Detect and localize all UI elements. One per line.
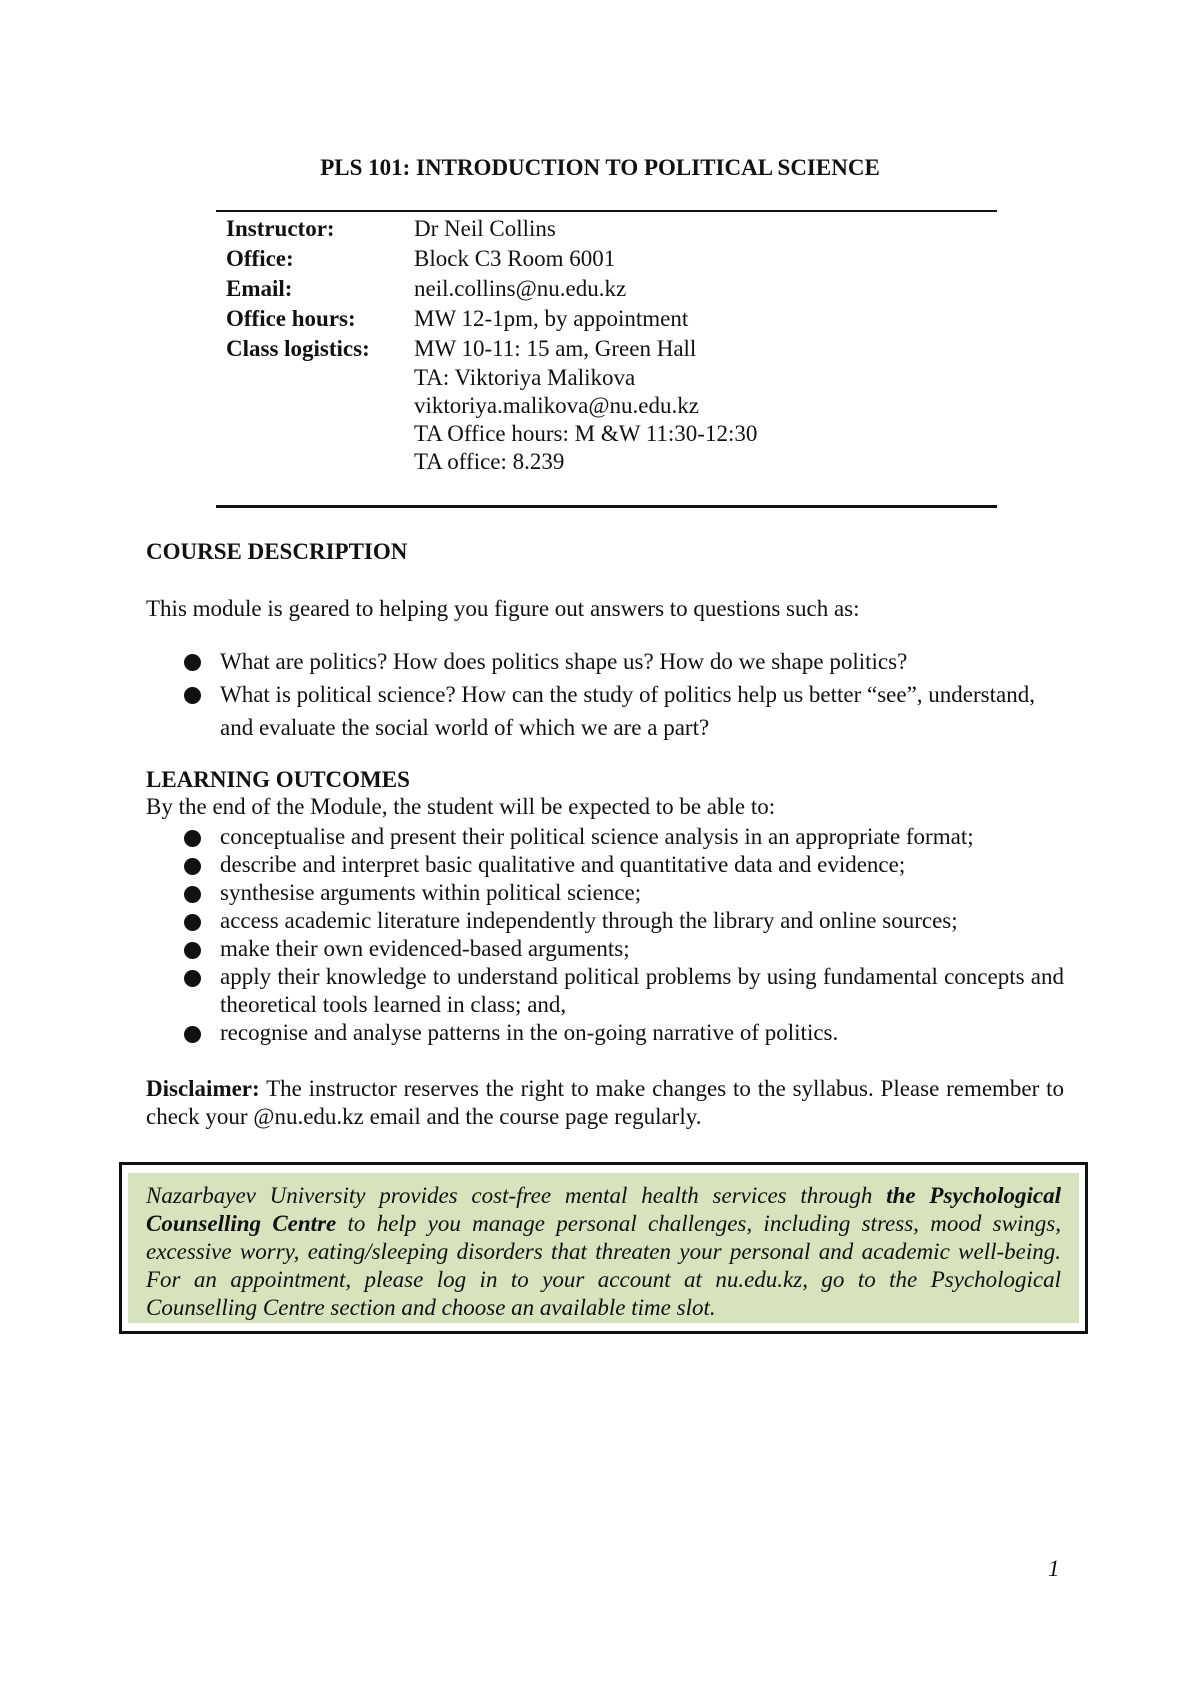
question-list xyxy=(184,645,1064,744)
notice-text xyxy=(146,1182,1061,1322)
office-hours-label: Office hours: xyxy=(226,306,356,331)
notice-centre-name: the Psychological Counselling Centre xyxy=(146,1183,1061,1236)
email-value: neil.collins@nu.edu.kz xyxy=(414,276,627,301)
bullet-icon xyxy=(184,858,201,875)
list-item xyxy=(184,907,1064,935)
bullet-icon xyxy=(184,942,201,959)
list-item xyxy=(184,879,1064,907)
email-label: Email: xyxy=(226,276,293,301)
disclaimer-paragraph xyxy=(146,1075,1064,1131)
bullet-icon xyxy=(184,830,201,847)
office-value: Block C3 Room 6001 xyxy=(414,246,616,271)
disclaimer-text: The instructor reserves the right to make changes to the syllabus. Please remember to check your @nu.edu.kz email and the course page regularly. xyxy=(146,1076,1064,1129)
header-top-rule xyxy=(216,210,997,212)
class-logistics-value xyxy=(414,334,986,476)
logistics-line: TA office: 8.239 xyxy=(414,449,565,474)
list-item-text: What is political science? How can the study of politics help us better “see”, understand, and evaluate the social world of which we are a part? xyxy=(220,682,1035,740)
learning-outcomes-heading: LEARNING OUTCOMES xyxy=(146,767,410,792)
learning-outcomes-list xyxy=(184,823,1064,1047)
list-item xyxy=(184,823,1064,851)
logistics-line: viktoriya.malikova@nu.edu.kz xyxy=(414,393,699,418)
bullet-icon xyxy=(184,914,201,931)
list-item-text: conceptualise and present their political science analysis in an appropriate format; xyxy=(220,824,974,849)
list-item xyxy=(184,963,1064,1019)
list-item xyxy=(184,851,1064,879)
instructor-label: Instructor: xyxy=(226,216,335,241)
course-info-table xyxy=(226,214,986,476)
list-item-text: access academic literature independently through the library and online sources; xyxy=(220,908,958,933)
list-item-text: describe and interpret basic qualitative and quantitative data and evidence; xyxy=(220,852,906,877)
logistics-line: TA: Viktoriya Malikova xyxy=(414,365,636,390)
mental-health-notice-box xyxy=(119,1162,1088,1334)
document-title: PLS 101: INTRODUCTION TO POLITICAL SCIENCE xyxy=(320,155,880,180)
list-item xyxy=(184,1019,1064,1047)
notice-text-intro: Nazarbayev University provides cost-free mental health services through xyxy=(146,1183,887,1208)
notice-text-rest: to help you manage personal challenges, including stress, mood swings, excessive worry, eating/sleeping disorders that threaten your personal and academic well-being. For an appointment, please log in to your account at nu.edu.kz, go to the Psychological Counselling Centre section and choose an available time slot. xyxy=(146,1211,1061,1320)
bullet-icon xyxy=(184,654,201,671)
bullet-icon xyxy=(184,1026,201,1043)
class-logistics-label: Class logistics: xyxy=(226,336,370,361)
list-item-text: apply their knowledge to understand political problems by using fundamental concepts and theoretical tools learned in class; and, xyxy=(220,964,1064,1017)
instructor-value: Dr Neil Collins xyxy=(414,216,556,241)
list-item-text: recognise and analyse patterns in the on-going narrative of politics. xyxy=(220,1020,839,1045)
office-hours-value: MW 12-1pm, by appointment xyxy=(414,306,689,331)
course-description-intro: This module is geared to helping you figure out answers to questions such as: xyxy=(146,596,860,621)
office-row xyxy=(226,244,986,274)
bullet-icon xyxy=(184,886,201,903)
list-item xyxy=(184,935,1064,963)
office-label: Office: xyxy=(226,246,294,271)
list-item-text: synthesise arguments within political science; xyxy=(220,880,642,905)
class-logistics-row xyxy=(226,334,986,476)
office-hours-row xyxy=(226,304,986,334)
bullet-icon xyxy=(184,970,201,987)
logistics-line: TA Office hours: M &W 11:30-12:30 xyxy=(414,421,758,446)
disclaimer-label: Disclaimer: xyxy=(146,1076,260,1101)
course-description-heading: COURSE DESCRIPTION xyxy=(146,539,408,564)
list-item-text: What are politics? How does politics shape us? How do we shape politics? xyxy=(220,649,908,674)
page-number: 1 xyxy=(1048,1556,1060,1581)
email-row xyxy=(226,274,986,304)
list-item xyxy=(184,678,1064,744)
list-item-text: make their own evidenced-based arguments; xyxy=(220,936,630,961)
instructor-row xyxy=(226,214,986,244)
logistics-line: MW 10-11: 15 am, Green Hall xyxy=(414,336,697,361)
learning-outcomes-intro: By the end of the Module, the student will be expected to be able to: xyxy=(146,794,776,819)
list-item xyxy=(184,645,1064,678)
bullet-icon xyxy=(184,687,201,704)
header-bottom-rule xyxy=(216,505,997,508)
